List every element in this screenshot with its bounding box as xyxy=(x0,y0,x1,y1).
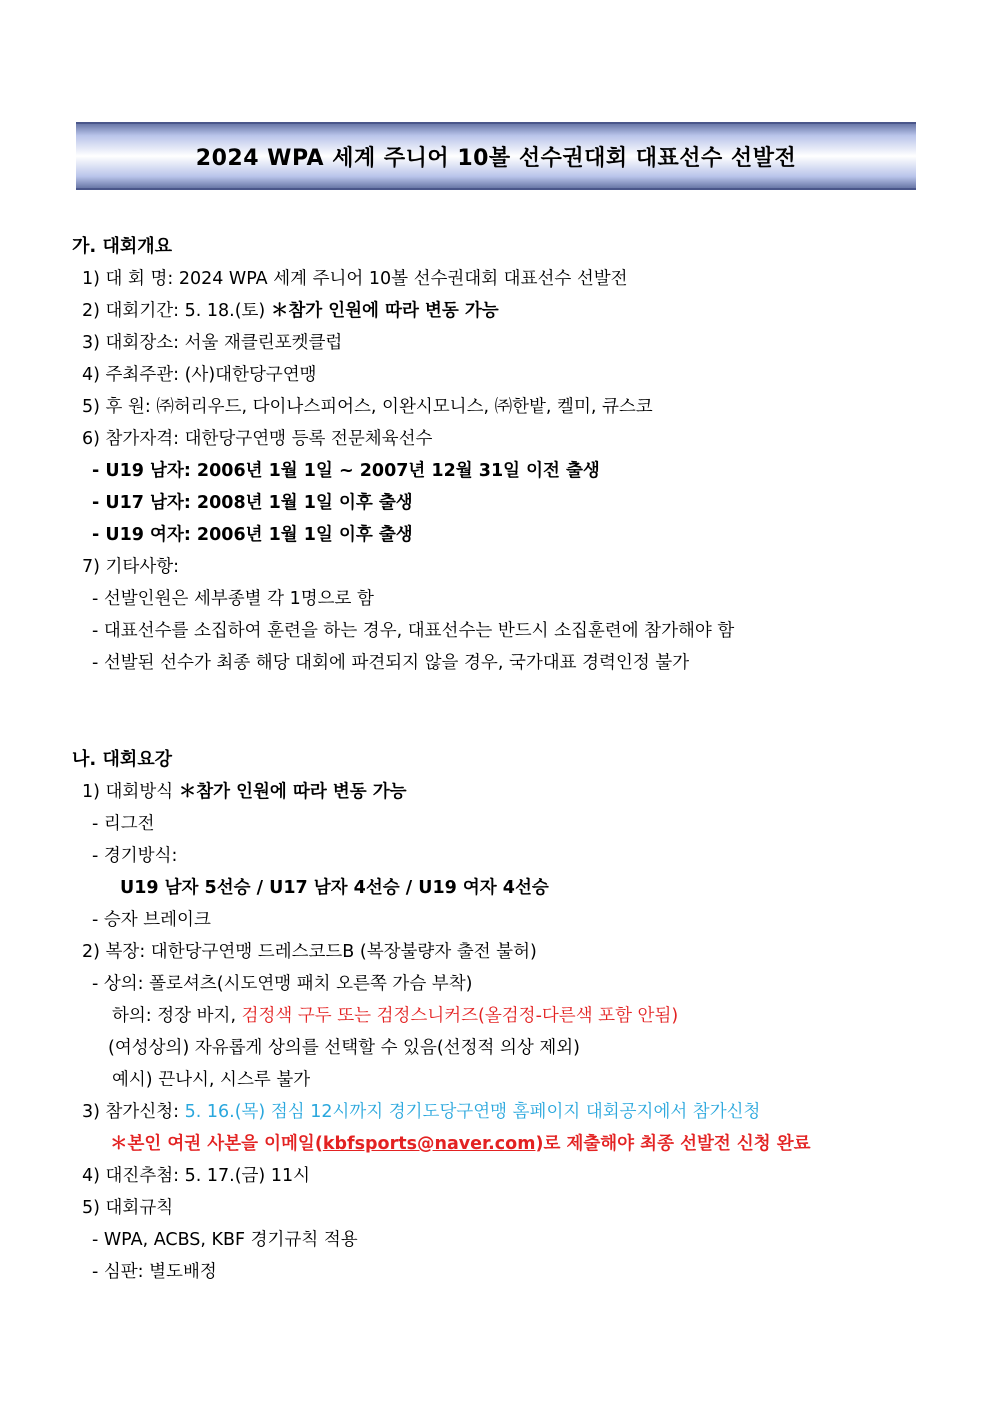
event-date xyxy=(82,299,499,323)
draw-date: 4) 대진추첨: 5. 17.(금) 11시 xyxy=(82,1166,310,1186)
eligibility: 6) 참가자격: 대한당구연맹 등록 전문체육선수 xyxy=(82,429,433,449)
registration-label: 3) 참가신청: xyxy=(82,1102,185,1122)
passport-note-start: ＊본인 여권 사본을 이메일( xyxy=(110,1134,323,1154)
registration-deadline: 5. 16.(목) 점심 12시까지 경기도당구연맹 홈페이지 대회공지에서 참가신청 xyxy=(184,1102,761,1122)
event-sponsors: 5) 후 원: ㈜허리우드, 다이나스피어스, 이완시모니스, ㈜한밭, 켈미, 큐스코 xyxy=(82,397,653,417)
dress-shoes-rule: 검정색 구두 또는 검정스니커즈(올검정-다른색 포함 안됨) xyxy=(241,1006,679,1026)
eligibility-u19-men: - U19 남자: 2006년 1월 1일 ~ 2007년 12월 31일 이전 출생 xyxy=(92,461,600,481)
eligibility-u17-men: - U17 남자: 2008년 1월 1일 이후 출생 xyxy=(92,493,413,513)
other-note-3: - 선발된 선수가 최종 해당 대회에 파견되지 않을 경우, 국가대표 경력인정 불가 xyxy=(92,653,690,673)
dress-women: (여성상의) 자유롭게 상의를 선택할 수 있음(선정적 의상 제외) xyxy=(108,1038,580,1058)
registration xyxy=(82,1100,760,1124)
page-title: 2024 WPA 세계 주니어 10볼 선수권대회 대표선수 선발전 xyxy=(195,145,797,171)
other-notes: 7) 기타사항: xyxy=(82,557,180,577)
format-match-detail: U19 남자 5선승 / U17 남자 4선승 / U19 여자 4선승 xyxy=(120,878,549,898)
title-banner xyxy=(76,122,916,190)
dress-example: 예시) 끈나시, 시스루 불가 xyxy=(112,1070,311,1090)
format-note: ＊참가 인원에 따라 변동 가능 xyxy=(178,782,407,802)
format-break: - 승자 브레이크 xyxy=(92,910,211,930)
event-date-note: ＊참가 인원에 따라 변동 가능 xyxy=(270,301,499,321)
eligibility-u19-women: - U19 여자: 2006년 1월 1일 이후 출생 xyxy=(92,525,413,545)
email-link[interactable]: kbfsports@naver.com xyxy=(322,1134,536,1154)
other-note-1: - 선발인원은 세부종별 각 1명으로 함 xyxy=(92,589,374,609)
rules-referee: - 심판: 별도배정 xyxy=(92,1262,217,1282)
section-a-heading: 가. 대회개요 xyxy=(72,236,173,257)
format-match: - 경기방식: xyxy=(92,846,178,866)
section-b-heading: 나. 대회요강 xyxy=(72,749,173,770)
format xyxy=(82,780,407,804)
dress-bottom xyxy=(112,1004,678,1028)
event-date-label: 2) 대회기간: 5. 18.(토) xyxy=(82,301,271,321)
dress-top: - 상의: 폴로셔츠(시도연맹 패치 오른쪽 가슴 부착) xyxy=(92,974,473,994)
dress-code: 2) 복장: 대한당구연맹 드레스코드B (복장불량자 출전 불허) xyxy=(82,942,537,962)
format-label: 1) 대회방식 xyxy=(82,782,179,802)
other-note-2: - 대표선수를 소집하여 훈련을 하는 경우, 대표선수는 반드시 소집훈련에 참가해야 함 xyxy=(92,621,735,641)
rules: 5) 대회규칙 xyxy=(82,1198,174,1218)
dress-bottom-label: 하의: 정장 바지, xyxy=(112,1006,242,1026)
format-league: - 리그전 xyxy=(92,814,155,834)
passport-note-end: )로 제출해야 최종 선발전 신청 완료 xyxy=(535,1134,811,1154)
event-name: 1) 대 회 명: 2024 WPA 세계 주니어 10볼 선수권대회 대표선수 선발전 xyxy=(82,269,628,289)
rules-applied: - WPA, ACBS, KBF 경기규칙 적용 xyxy=(92,1230,358,1250)
registration-passport-note xyxy=(110,1132,811,1156)
event-host: 4) 주최주관: (사)대한당구연맹 xyxy=(82,365,317,385)
event-venue: 3) 대회장소: 서울 재클린포켓클럽 xyxy=(82,333,343,353)
